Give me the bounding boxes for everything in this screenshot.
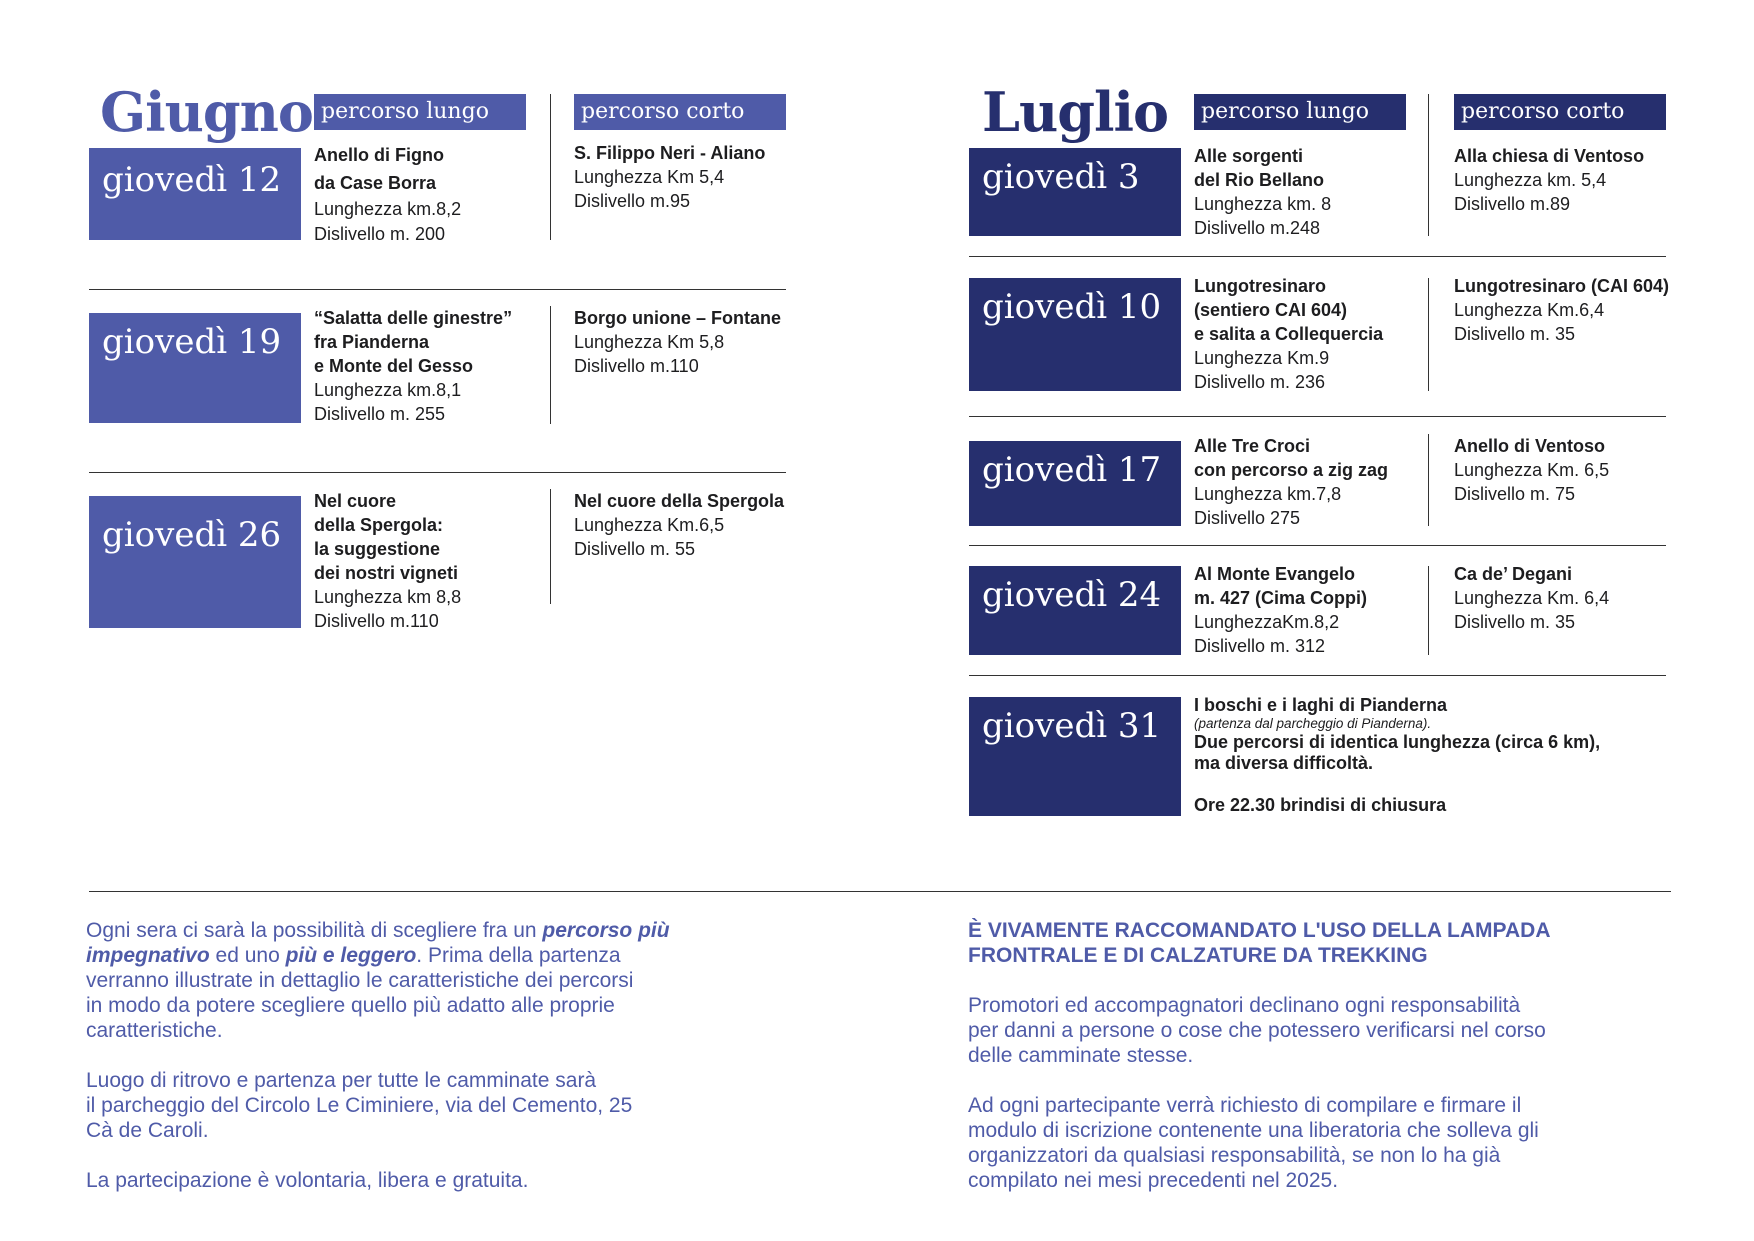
day-label: giovedì 17 (982, 450, 1162, 490)
footer-right-line: compilato nei mesi precedenti nel 2025. (968, 1169, 1339, 1192)
route-name: con percorso a zig zag (1194, 460, 1389, 480)
route-elevation: Dislivello m. 255 (314, 404, 446, 424)
route-name: la suggestione (314, 539, 441, 559)
july-column-divider (1428, 434, 1429, 526)
july-day-31-info (1194, 694, 1600, 816)
july-day-3-long (1194, 144, 1331, 240)
july-title: Luglio (982, 80, 1169, 144)
footer-left-line: Cà de Caroli. (86, 1119, 209, 1142)
safety-warning: È VIVAMENTE RACCOMANDATO L'USO DELLA LAMPADA (968, 919, 1551, 942)
july-day-17-long (1194, 434, 1388, 530)
safety-warning: FRONTRALE E DI CALZATURE DA TREKKING (968, 944, 1428, 967)
route-elevation: Dislivello m. 75 (1454, 484, 1576, 504)
june-day-26-block (89, 496, 301, 628)
emphasis: impegnativo (86, 944, 210, 967)
route-length: Lunghezza km.8,2 (314, 199, 462, 219)
footer-left-line: Luogo di ritrovo e partenza per tutte le camminate sarà (86, 1069, 597, 1092)
emphasis: più e leggero (285, 944, 417, 967)
route-name: e salita a Collequercia (1194, 324, 1384, 344)
july-day-10-block (969, 278, 1181, 391)
june-column-divider (550, 306, 551, 424)
route-elevation: Dislivello m. 35 (1454, 612, 1576, 632)
route-elevation: Dislivello m. 236 (1194, 372, 1326, 392)
july-day-24-block (969, 566, 1181, 655)
june-day-26-long (314, 489, 461, 633)
july-long-header: percorso lungo (1194, 94, 1406, 130)
day-label: giovedì 31 (982, 706, 1162, 746)
text-run: . Prima della partenza (416, 944, 621, 967)
footer-right-line: modulo di iscrizione contenente una liberatoria che solleva gli (968, 1119, 1539, 1142)
route-length: Lunghezza Km 5,4 (574, 167, 725, 187)
route-name: e Monte del Gesso (314, 356, 474, 376)
july-row-separator (969, 416, 1666, 417)
july-day-3-short (1454, 144, 1644, 216)
route-length: Lunghezza km 8,8 (314, 587, 462, 607)
footer-right-line: organizzatori da qualsiasi responsabilità, se non lo ha già (968, 1144, 1501, 1167)
july-column-divider (1428, 94, 1429, 236)
footer-left-line: in modo da potere scegliere quello più adatto alle proprie (86, 994, 615, 1017)
route-elevation: Dislivello m.110 (574, 356, 699, 376)
route-name: Al Monte Evangelo (1194, 564, 1356, 584)
july-column-divider (1428, 566, 1429, 655)
route-name: m. 427 (Cima Coppi) (1194, 588, 1368, 608)
route-name: fra Pianderna (314, 332, 430, 352)
day-label: giovedì 10 (982, 287, 1162, 327)
july-short-header: percorso corto (1454, 94, 1666, 130)
footer-right (968, 918, 1550, 1193)
route-name: Nel cuore della Spergola (574, 491, 785, 511)
route-length: Lunghezza km. 5,4 (1454, 170, 1607, 190)
route-elevation: Dislivello m.110 (314, 611, 439, 631)
route-name: dei nostri vigneti (314, 563, 459, 583)
route-elevation: Dislivello 275 (1194, 508, 1301, 528)
route-length: Lunghezza Km.9 (1194, 348, 1330, 368)
footer-separator (89, 891, 1671, 892)
route-length: Lunghezza km. 8 (1194, 194, 1332, 214)
july-row-separator (969, 256, 1666, 257)
july-day-24-long (1194, 562, 1367, 658)
footer-left-line: il parcheggio del Circolo Le Ciminiere, via del Cemento, 25 (86, 1094, 633, 1117)
june-row-separator (89, 472, 786, 473)
route-elevation: Dislivello m.95 (574, 191, 691, 211)
july-day-17-short (1454, 434, 1609, 506)
route-name: Alle sorgenti (1194, 146, 1304, 166)
july-day-3-block (969, 148, 1181, 236)
route-name: Lungotresinaro (1194, 276, 1327, 296)
route-name: Nel cuore (314, 491, 397, 511)
route-name: (sentiero CAI 604) (1194, 300, 1348, 320)
july-day-24-short (1454, 562, 1609, 634)
route-elevation: Dislivello m. 55 (574, 539, 696, 559)
day-label: giovedì 26 (102, 515, 282, 555)
text-run: ed uno (209, 944, 286, 967)
footer-left-line: La partecipazione è volontaria, libera e gratuita. (86, 1169, 529, 1192)
route-elevation: Dislivello m.89 (1454, 194, 1571, 214)
june-title: Giugno (100, 80, 313, 144)
route-name: Ca de’ Degani (1454, 564, 1573, 584)
route-name: Anello di Figno (314, 145, 444, 165)
june-day-12-short (574, 141, 765, 213)
june-long-header: percorso lungo (314, 94, 526, 130)
june-day-19-block (89, 313, 301, 423)
june-short-header: percorso corto (574, 94, 786, 130)
day-label: giovedì 3 (982, 157, 1140, 197)
route-length: Lunghezza km.7,8 (1194, 484, 1342, 504)
july-day-31-block (969, 697, 1181, 816)
route-desc: Due percorsi di identica lunghezza (circa 6 km), (1194, 732, 1601, 752)
july-column-divider (1428, 278, 1429, 391)
june-day-19-short (574, 306, 781, 378)
footer-left-line (86, 943, 670, 968)
day-label: giovedì 19 (102, 322, 282, 362)
route-desc: ma diversa difficoltà. (1194, 753, 1374, 773)
route-name: S. Filippo Neri - Aliano (574, 143, 766, 163)
route-length: Lunghezza Km 5,8 (574, 332, 725, 352)
route-name: I boschi e i laghi di Pianderna (1194, 695, 1448, 715)
route-name: Anello di Ventoso (1454, 436, 1606, 456)
footer-right-line: per danni a persone o cose che potessero verificarsi nel corso (968, 1019, 1546, 1042)
june-column-divider (550, 489, 551, 604)
route-name: Borgo unione – Fontane (574, 308, 781, 328)
footer-left-line: caratteristiche. (86, 1019, 223, 1042)
route-note: (partenza dal parcheggio di Pianderna). (1194, 716, 1432, 731)
july-day-10-long (1194, 274, 1383, 394)
route-name: del Rio Bellano (1194, 170, 1325, 190)
june-row-separator (89, 289, 786, 290)
route-length: Lunghezza km.8,1 (314, 380, 462, 400)
footer-left (86, 918, 670, 1193)
footer-right-line: delle camminate stesse. (968, 1044, 1194, 1067)
text-run: Ogni sera ci sarà la possibilità di scegliere fra un (86, 919, 543, 942)
july-row-separator (969, 675, 1666, 676)
route-length: Lunghezza Km. 6,4 (1454, 588, 1610, 608)
route-length: Lunghezza Km.6,4 (1454, 300, 1605, 320)
footer-right-line: Ad ogni partecipante verrà richiesto di compilare e firmare il (968, 1094, 1522, 1117)
route-name: Alla chiesa di Ventoso (1454, 146, 1645, 166)
route-name: “Salatta delle ginestre” (314, 308, 513, 328)
day-label: giovedì 24 (982, 575, 1162, 615)
route-elevation: Dislivello m. 312 (1194, 636, 1326, 656)
june-day-12-long (314, 141, 461, 246)
june-column-divider (550, 94, 551, 240)
footer-left-line (86, 918, 670, 943)
emphasis: percorso più (542, 919, 670, 942)
route-elevation: Dislivello m. 200 (314, 224, 446, 244)
footer-left-line: verranno illustrate in dettaglio le caratteristiche dei percorsi (86, 969, 634, 992)
june-day-12-block (89, 148, 301, 240)
route-name: Alle Tre Croci (1194, 436, 1311, 456)
footer-right-line: Promotori ed accompagnatori declinano ogni responsabilità (968, 994, 1521, 1017)
day-label: giovedì 12 (102, 160, 282, 200)
june-day-19-long (314, 306, 512, 426)
route-name: della Spergola: (314, 515, 444, 535)
route-name: Lungotresinaro (CAI 604) (1454, 276, 1670, 296)
route-length: Lunghezza Km. 6,5 (1454, 460, 1610, 480)
july-day-10-short (1454, 274, 1669, 346)
route-elevation: Dislivello m. 35 (1454, 324, 1576, 344)
june-day-26-short (574, 489, 784, 561)
route-elevation: Dislivello m.248 (1194, 218, 1321, 238)
july-day-17-block (969, 441, 1181, 526)
closing-note: Ore 22.30 brindisi di chiusura (1194, 795, 1447, 815)
route-length: LunghezzaKm.8,2 (1194, 612, 1340, 632)
july-row-separator (969, 545, 1666, 546)
route-name: da Case Borra (314, 173, 437, 193)
route-length: Lunghezza Km.6,5 (574, 515, 725, 535)
